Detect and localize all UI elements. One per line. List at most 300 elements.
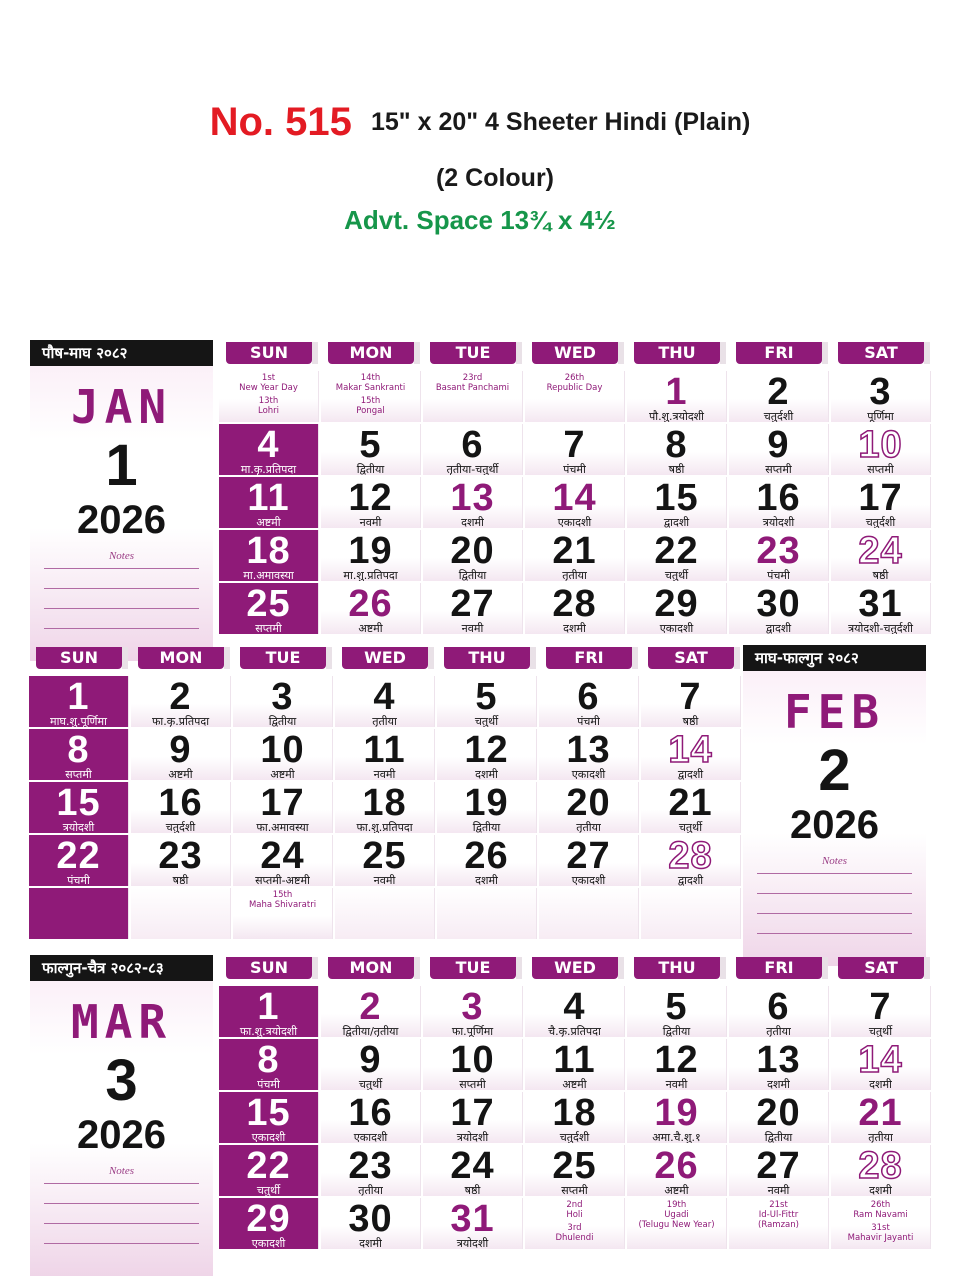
notes-lines	[30, 568, 213, 629]
date-number: 16	[756, 477, 801, 519]
date-cell[interactable]	[525, 424, 625, 475]
tithi-label: पंचमी	[67, 874, 90, 886]
weekday-wed	[334, 645, 436, 671]
date-cell[interactable]	[627, 424, 727, 475]
tithi-label: तृतीया	[358, 1184, 383, 1196]
date-cell[interactable]	[729, 986, 829, 1037]
note-line	[757, 893, 912, 894]
festival-text	[423, 371, 522, 393]
date-cell[interactable]	[423, 1145, 523, 1196]
date-cell[interactable]	[219, 583, 319, 634]
date-number: 12	[464, 729, 509, 771]
date-cell[interactable]	[525, 1145, 625, 1196]
date-cell[interactable]	[423, 424, 523, 475]
hindi-month-range: फाल्गुन-चैत्र २०८२-८३	[30, 955, 213, 981]
tithi-label: षष्ठी	[682, 715, 699, 727]
date-cell[interactable]	[131, 676, 231, 727]
date-cell[interactable]	[641, 676, 741, 727]
date-cell[interactable]	[627, 1145, 727, 1196]
weekday-headers	[218, 340, 932, 366]
weekday-mon	[320, 955, 422, 981]
date-cell[interactable]	[219, 477, 319, 528]
date-number: 30	[348, 1198, 393, 1240]
note-line	[757, 913, 912, 914]
date-cell[interactable]	[233, 835, 333, 886]
festival-text	[321, 371, 420, 416]
weekday-label: SAT	[838, 957, 924, 979]
date-cell[interactable]	[335, 676, 435, 727]
date-cell[interactable]	[641, 729, 741, 780]
festival-line: Id-Ul-Fittr	[758, 1210, 799, 1220]
date-number: 11	[247, 477, 290, 519]
date-cell[interactable]	[335, 782, 435, 833]
date-cell[interactable]	[729, 583, 829, 634]
tithi-label: मा.अमावस्या	[243, 569, 294, 581]
weekday-fri	[538, 645, 640, 671]
date-cell[interactable]	[831, 424, 931, 475]
date-cell[interactable]	[219, 986, 319, 1037]
festival-note-cell	[321, 371, 421, 422]
date-cell[interactable]	[729, 424, 829, 475]
weekday-fri	[728, 955, 830, 981]
month-info	[30, 981, 213, 1276]
tithi-label: दशमी	[461, 516, 484, 528]
hindi-month-range: पौष-माघ २०८२	[30, 340, 213, 366]
date-number: 6	[577, 676, 600, 718]
date-cell[interactable]	[525, 477, 625, 528]
date-number: 3	[461, 986, 484, 1028]
tithi-label: पंचमी	[577, 715, 600, 727]
date-number: 18	[246, 530, 291, 572]
date-number: 5	[665, 986, 688, 1028]
date-cell[interactable]	[525, 986, 625, 1037]
date-cell[interactable]	[131, 835, 231, 886]
weekday-headers	[28, 645, 742, 671]
date-number: 19	[348, 530, 393, 572]
date-cell[interactable]	[641, 782, 741, 833]
festival-line: Pongal	[356, 406, 385, 416]
date-cell[interactable]	[831, 371, 931, 422]
date-cell[interactable]	[423, 583, 523, 634]
month-name: MAR	[70, 995, 173, 1049]
date-cell[interactable]	[423, 986, 523, 1037]
tithi-label: त्रयोदशी	[456, 1237, 489, 1249]
date-number: 16	[158, 782, 203, 824]
date-number: 27	[756, 1145, 801, 1187]
tithi-label: दशमी	[563, 622, 586, 634]
date-number: 28	[552, 583, 597, 625]
date-number: 24	[260, 835, 305, 877]
date-number: 25	[552, 1145, 597, 1187]
date-cell[interactable]	[233, 676, 333, 727]
tithi-label: द्वादशी	[765, 622, 792, 634]
weekday-tue	[422, 955, 524, 981]
tithi-label: अष्टमी	[270, 768, 295, 780]
note-line	[757, 933, 912, 934]
product-number: No. 515	[209, 100, 352, 144]
date-cell[interactable]	[831, 530, 931, 581]
festival-line: New Year Day	[239, 383, 298, 393]
date-number: 8	[67, 729, 90, 771]
date-cell[interactable]	[729, 1039, 829, 1090]
festival-line: 21st	[769, 1200, 788, 1210]
date-number: 21	[552, 530, 597, 572]
date-number: 12	[348, 477, 393, 519]
tithi-label: चतुर्थी	[358, 1078, 383, 1090]
festival-note-cell	[423, 371, 523, 422]
festival-text	[729, 1198, 828, 1230]
date-number: 20	[566, 782, 611, 824]
tithi-label: षष्ठी	[464, 1184, 481, 1196]
date-cell[interactable]	[321, 530, 421, 581]
festival-note-cell	[233, 888, 333, 939]
date-cell[interactable]	[437, 676, 537, 727]
date-cell[interactable]	[29, 729, 129, 780]
year: 2026	[77, 1113, 166, 1157]
tithi-label: पौ.शु.त्रयोदशी	[648, 410, 705, 422]
date-cell[interactable]	[831, 477, 931, 528]
tithi-label: चतुर्दशी	[165, 821, 196, 833]
date-cell[interactable]	[525, 1092, 625, 1143]
festival-line: Maha Shivaratri	[248, 900, 317, 910]
date-number: 4	[563, 986, 586, 1028]
date-cell[interactable]	[627, 583, 727, 634]
date-cell[interactable]	[321, 424, 421, 475]
date-number: 2	[767, 371, 790, 413]
date-number: 9	[767, 424, 790, 466]
date-cell[interactable]	[729, 477, 829, 528]
date-cell[interactable]	[233, 782, 333, 833]
note-line	[44, 1223, 199, 1224]
festival-line: Ram Navami	[853, 1210, 908, 1220]
festival-text	[219, 371, 318, 416]
weekday-tue	[232, 645, 334, 671]
empty-cell	[29, 888, 129, 939]
date-cell[interactable]	[321, 1198, 421, 1249]
festival-note-cell	[831, 1198, 931, 1249]
tithi-label: मा.शु.प्रतिपदा	[343, 569, 398, 581]
note-line	[44, 568, 199, 569]
empty-cell	[437, 888, 537, 939]
festival-note-cell	[525, 1198, 625, 1249]
tithi-label: चतुर्दशी	[865, 516, 896, 528]
date-cell[interactable]	[729, 530, 829, 581]
weekday-thu	[626, 955, 728, 981]
date-number: 24	[450, 1145, 495, 1187]
date-number: 15	[246, 1092, 291, 1134]
date-number: 26	[348, 583, 393, 625]
tithi-label: द्वितीया	[356, 463, 385, 475]
date-cell[interactable]	[437, 782, 537, 833]
date-cell[interactable]	[335, 835, 435, 886]
date-grid	[218, 370, 932, 635]
date-cell[interactable]	[321, 1039, 421, 1090]
festival-line: 15th	[272, 890, 293, 900]
tithi-label: त्रयोदशी	[62, 821, 95, 833]
date-cell[interactable]	[335, 729, 435, 780]
tithi-label: द्वितीया	[764, 1131, 793, 1143]
date-cell[interactable]	[437, 729, 537, 780]
tithi-label: तृतीया	[372, 715, 397, 727]
festival-line: 26th	[870, 1200, 891, 1210]
date-number: 5	[359, 424, 382, 466]
date-number: 26	[654, 1145, 699, 1187]
month-number: 3	[105, 1048, 138, 1113]
weekday-thu	[436, 645, 538, 671]
date-cell[interactable]	[423, 477, 523, 528]
tithi-label: तृतीया	[576, 821, 601, 833]
date-cell[interactable]	[423, 1039, 523, 1090]
note-line	[44, 1203, 199, 1204]
festival-line: 14th	[360, 373, 381, 383]
date-cell[interactable]	[437, 835, 537, 886]
tithi-label: एकादशी	[251, 1131, 286, 1143]
date-cell[interactable]	[219, 1092, 319, 1143]
tithi-label: दशमी	[359, 1237, 382, 1249]
date-cell[interactable]	[627, 371, 727, 422]
festival-text	[831, 1198, 930, 1243]
date-number: 16	[348, 1092, 393, 1134]
date-grid	[218, 985, 932, 1250]
festival-text	[525, 371, 624, 393]
date-number: 25	[246, 583, 291, 625]
tithi-label: चतुर्दशी	[763, 410, 794, 422]
colour-note: (2 Colour)	[435, 164, 555, 192]
title-line	[0, 100, 960, 150]
date-number: 17	[450, 1092, 495, 1134]
date-cell[interactable]	[627, 477, 727, 528]
weekday-label: THU	[634, 342, 720, 364]
tithi-label: एकादशी	[557, 516, 592, 528]
date-cell[interactable]	[831, 986, 931, 1037]
date-number: 8	[257, 1039, 280, 1081]
date-cell[interactable]	[525, 583, 625, 634]
tithi-label: चै.कृ.प्रतिपदा	[548, 1025, 601, 1037]
date-number: 2	[359, 986, 382, 1028]
festival-line: 15th	[360, 396, 381, 406]
festival-note-cell	[729, 1198, 829, 1249]
empty-cell	[335, 888, 435, 939]
date-cell[interactable]	[831, 1039, 931, 1090]
date-cell[interactable]	[29, 676, 129, 727]
date-number: 27	[566, 835, 611, 877]
date-cell[interactable]	[131, 782, 231, 833]
tithi-label: सप्तमी	[561, 1184, 588, 1196]
note-line	[44, 1183, 199, 1184]
tithi-label: षष्ठी	[872, 569, 889, 581]
date-cell[interactable]	[831, 583, 931, 634]
tithi-label: द्वितीया	[472, 821, 501, 833]
tithi-label: नवमी	[373, 874, 396, 886]
month-sidebar	[743, 645, 926, 966]
tithi-label: दशमी	[475, 874, 498, 886]
month-name: JAN	[70, 380, 173, 434]
year: 2026	[790, 803, 879, 847]
date-cell[interactable]	[627, 1092, 727, 1143]
tithi-label: अष्टमी	[562, 1078, 587, 1090]
tithi-label: दशमी	[869, 1078, 892, 1090]
date-number: 8	[665, 424, 688, 466]
date-number: 13	[450, 477, 495, 519]
tithi-label: द्वितीया	[458, 569, 487, 581]
tithi-label: तृतीया	[562, 569, 587, 581]
weekday-label: THU	[444, 647, 530, 669]
tithi-label: पंचमी	[767, 569, 790, 581]
date-cell[interactable]	[423, 530, 523, 581]
date-number: 11	[553, 1039, 596, 1081]
date-number: 24	[858, 530, 903, 572]
tithi-label: अष्टमी	[168, 768, 193, 780]
festival-line: Makar Sankranti	[335, 383, 406, 393]
tithi-label: अष्टमी	[664, 1184, 689, 1196]
weekday-label: THU	[634, 957, 720, 979]
date-number: 14	[668, 729, 713, 771]
empty-cell	[641, 888, 741, 939]
date-number: 20	[756, 1092, 801, 1134]
date-cell[interactable]	[627, 530, 727, 581]
date-number: 23	[158, 835, 203, 877]
date-cell[interactable]	[729, 1145, 829, 1196]
tithi-label: षष्ठी	[668, 463, 685, 475]
tithi-label: तृतीया	[766, 1025, 791, 1037]
notes-label: Notes	[108, 1165, 135, 1177]
tithi-label: मा.कृ.प्रतिपदा	[240, 463, 297, 475]
empty-cell	[131, 888, 231, 939]
festival-line: 1st	[261, 373, 276, 383]
tithi-label: चतुर्दशी	[559, 1131, 590, 1143]
tithi-label: षष्ठी	[172, 874, 189, 886]
date-cell[interactable]	[525, 530, 625, 581]
date-number: 28	[668, 835, 713, 877]
weekday-thu	[626, 340, 728, 366]
tithi-label: सप्तमी	[65, 768, 92, 780]
date-cell[interactable]	[627, 1039, 727, 1090]
date-cell[interactable]	[525, 1039, 625, 1090]
date-number: 14	[858, 1039, 903, 1081]
date-number: 2	[169, 676, 192, 718]
festival-line: 3rd	[567, 1223, 582, 1233]
festival-text	[525, 1198, 624, 1243]
date-cell[interactable]	[641, 835, 741, 886]
festival-line: (Telugu New Year)	[638, 1220, 715, 1230]
date-number: 19	[464, 782, 509, 824]
date-number: 4	[257, 424, 280, 466]
note-line	[44, 1243, 199, 1244]
tithi-label: नवमी	[461, 622, 484, 634]
date-cell[interactable]	[729, 1092, 829, 1143]
note-line	[44, 588, 199, 589]
weekday-sat	[640, 645, 742, 671]
date-cell[interactable]	[219, 1039, 319, 1090]
date-cell[interactable]	[729, 371, 829, 422]
festival-line: 23rd	[462, 373, 483, 383]
tithi-label: त्रयोदशी	[762, 516, 795, 528]
weekday-headers	[218, 955, 932, 981]
date-number: 7	[679, 676, 702, 718]
date-cell[interactable]	[219, 1145, 319, 1196]
date-cell[interactable]	[539, 782, 639, 833]
weekday-mon	[130, 645, 232, 671]
date-cell[interactable]	[29, 782, 129, 833]
hindi-month-range: माघ-फाल्गुन २०८२	[743, 645, 926, 671]
date-cell[interactable]	[321, 477, 421, 528]
tithi-label: सप्तमी	[765, 463, 792, 475]
calendar-header	[0, 100, 960, 236]
tithi-label: माघ.शु.पूर्णिमा	[50, 715, 107, 727]
date-cell[interactable]	[321, 583, 421, 634]
date-cell[interactable]	[831, 1145, 931, 1196]
advt-space: Advt. Space 13¾ x 4½	[344, 205, 616, 235]
tithi-label: चतुर्थी	[474, 715, 499, 727]
date-cell[interactable]	[219, 1198, 319, 1249]
weekday-sat	[830, 340, 932, 366]
date-cell[interactable]	[321, 1092, 421, 1143]
date-number: 19	[654, 1092, 699, 1134]
tithi-label: सप्तमी	[255, 622, 282, 634]
date-number: 14	[552, 477, 597, 519]
date-cell[interactable]	[321, 1145, 421, 1196]
date-number: 17	[260, 782, 305, 824]
date-number: 7	[563, 424, 586, 466]
weekday-label: FRI	[736, 342, 822, 364]
date-number: 29	[246, 1198, 291, 1240]
date-number: 17	[858, 477, 903, 519]
weekday-sun	[28, 645, 130, 671]
weekday-label: SAT	[648, 647, 734, 669]
weekday-wed	[524, 340, 626, 366]
date-number: 1	[67, 676, 90, 718]
date-cell[interactable]	[627, 986, 727, 1037]
festival-note-cell	[525, 371, 625, 422]
tithi-label: सप्तमी	[459, 1078, 486, 1090]
festival-line: Ugadi	[664, 1210, 689, 1220]
date-cell[interactable]	[131, 729, 231, 780]
tithi-label: सप्तमी	[867, 463, 894, 475]
weekday-wed	[524, 955, 626, 981]
date-cell[interactable]	[539, 676, 639, 727]
date-number: 26	[464, 835, 509, 877]
weekday-label: SUN	[226, 957, 312, 979]
weekday-label: WED	[342, 647, 428, 669]
tithi-label: एकादशी	[571, 874, 606, 886]
date-number: 21	[858, 1092, 903, 1134]
date-number: 22	[246, 1145, 291, 1187]
date-cell[interactable]	[321, 986, 421, 1037]
tithi-label: द्वितीया	[662, 1025, 691, 1037]
date-cell[interactable]	[423, 1092, 523, 1143]
festival-line: 31st	[871, 1223, 890, 1233]
date-cell[interactable]	[831, 1092, 931, 1143]
date-cell[interactable]	[423, 1198, 523, 1249]
tithi-label: तृतीया-चतुर्थी	[446, 463, 499, 475]
date-cell[interactable]	[539, 835, 639, 886]
weekday-label: FRI	[546, 647, 632, 669]
date-number: 9	[169, 729, 192, 771]
tithi-label: फा.पूर्णिमा	[451, 1025, 494, 1037]
weekday-sun	[218, 340, 320, 366]
festival-note-cell	[219, 371, 319, 422]
date-cell[interactable]	[219, 424, 319, 475]
month-sidebar	[30, 955, 213, 1276]
tithi-label: दशमी	[475, 768, 498, 780]
date-cell[interactable]	[219, 530, 319, 581]
date-cell[interactable]	[233, 729, 333, 780]
date-number: 23	[348, 1145, 393, 1187]
tithi-label: दशमी	[767, 1078, 790, 1090]
date-cell[interactable]	[539, 729, 639, 780]
date-cell[interactable]	[29, 835, 129, 886]
festival-line: Lohri	[257, 406, 280, 416]
